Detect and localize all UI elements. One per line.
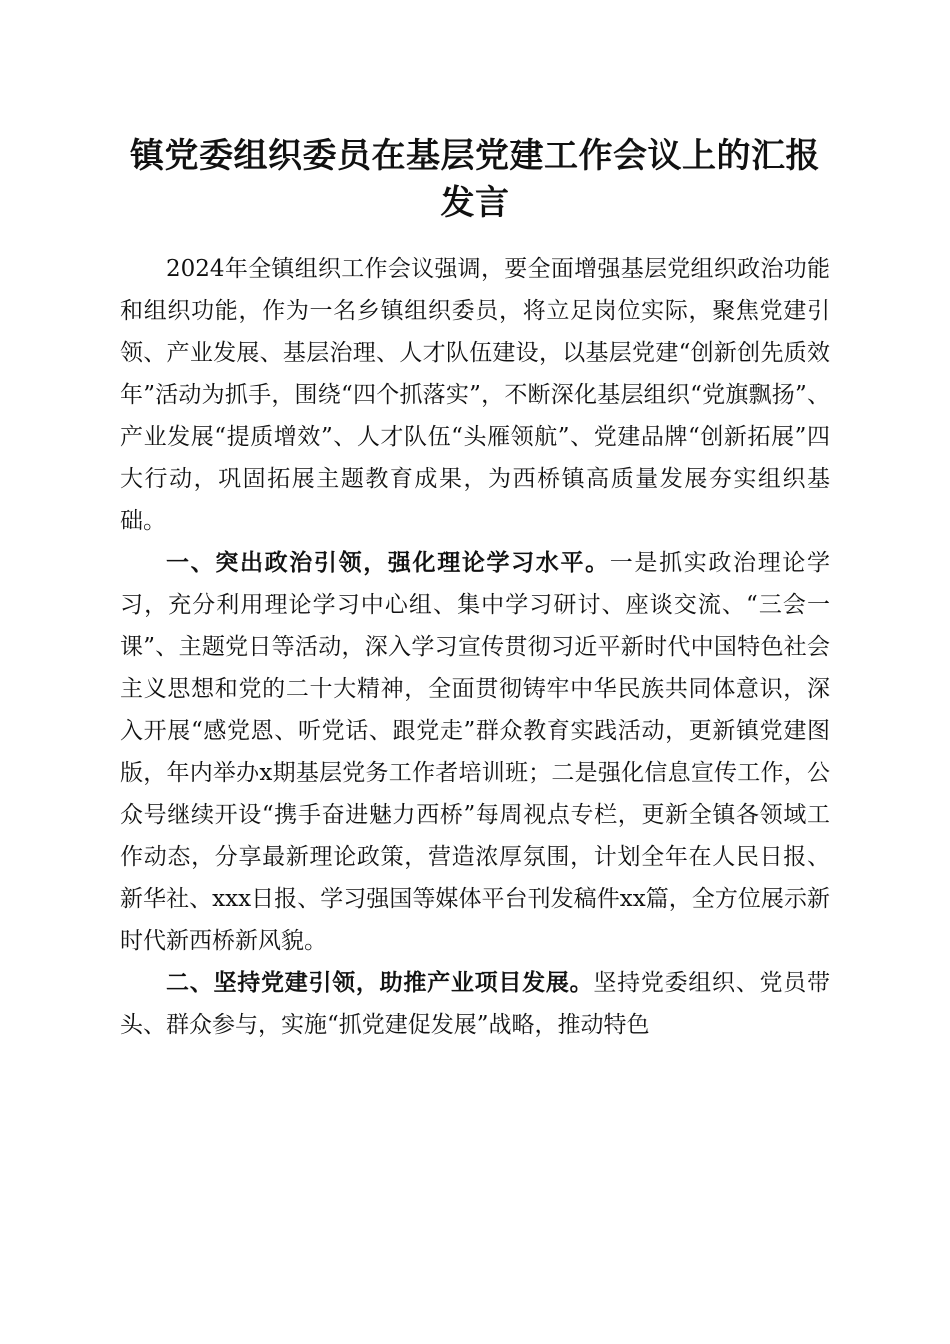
section-heading: 二、坚持党建引领，助推产业项目发展。 bbox=[166, 970, 594, 996]
section-heading: 一、突出政治引领，强化理论学习水平。 bbox=[166, 550, 610, 576]
document-body bbox=[120, 248, 830, 1046]
section-one-paragraph bbox=[120, 542, 830, 962]
title-line-1: 镇党委组织委员在基层党建工作会议上的汇报 bbox=[130, 136, 820, 176]
paragraph-text: 2024年全镇组织工作会议强调，要全面增强基层党组织政治功能和组织功能，作为一名乡镇组织委员，将立足岗位实际，聚焦党建引领、产业发展、基层治理、人才队伍建设，以基层党建“创新创先质效年”活动为抓手，围绕“四个抓落实”，不断深化基层组织“党旗飘扬”、产业发展“提质增效”、人才队伍“头雁领航”、党建品牌“创新拓展”四大行动，巩固拓展主题教育成果，为西桥镇高质量发展夯实组织基础。 bbox=[120, 256, 830, 534]
intro-paragraph bbox=[120, 248, 830, 542]
document-title bbox=[100, 133, 850, 227]
section-two-paragraph bbox=[120, 962, 830, 1046]
paragraph-text: 坚持党委组织、党员带头、群众参与，实施“抓党建促发展”战略，推动特色 bbox=[120, 970, 831, 1038]
paragraph-text: 一是抓实政治理论学习，充分利用理论学习中心组、集中学习研讨、座谈交流、“三会一课”、主题党日等活动，深入学习宣传贯彻习近平新时代中国特色社会主义思想和党的二十大精神，全面贯彻铸牢中华民族共同体意识，深入开展“感党恩、听党话、跟党走”群众教育实践活动，更新镇党建图版，年内举办x期基层党务工作者培训班；二是强化信息宣传工作，公众号继续开设“携手奋进魅力西桥”每周视点专栏，更新全镇各领域工作动态，分享最新理论政策，营造浓厚氛围，计划全年在人民日报、新华社、xxx日报、学习强国等媒体平台刊发稿件xx篇，全方位展示新时代新西桥新风貌。 bbox=[120, 550, 831, 954]
title-line-2: 发言 bbox=[440, 183, 510, 223]
